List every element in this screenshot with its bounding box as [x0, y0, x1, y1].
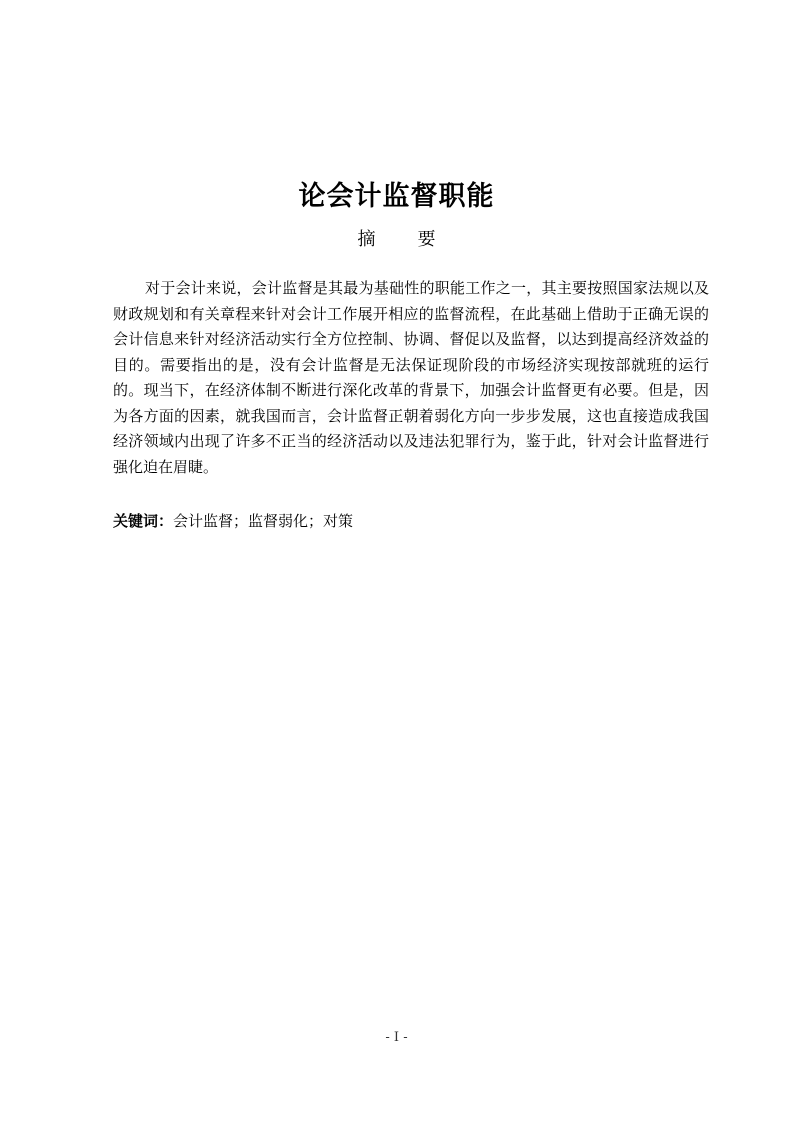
- page-title: 论会计监督职能: [298, 181, 495, 212]
- abstract-paragraph: 对于会计来说，会计监督是其最为基础性的职能工作之一，其主要按照国家法规以及财政规划和有关章程来针对会计工作展开相应的监督流程，在此基础上借助于正确无误的会计信息来针对经济活动实行全方位控制、协调、督促以及监督，以达到提高经济效益的目的。需要指出的是，没有会计监督是无法保证现阶段的市场经济实现按部就班的运行的。现当下，在经济体制不断进行深化改革的背景下，加强会计监督更有必要。但是，因为各方面的因素，就我国而言，会计监督正朝着弱化方向一步步发展，这也直接造成我国经济领域内出现了许多不正当的经济活动以及违法犯罪行为，鉴于此，针对会计监督进行强化迫在眉睫。: [113, 279, 709, 476]
- keywords-label: 关键词：: [113, 512, 174, 530]
- keywords-value: 会计监督；监督弱化；对策: [173, 512, 354, 530]
- keywords-line: [113, 508, 709, 534]
- page-number: - I -: [385, 1030, 408, 1045]
- abstract-heading: 摘要: [357, 229, 478, 250]
